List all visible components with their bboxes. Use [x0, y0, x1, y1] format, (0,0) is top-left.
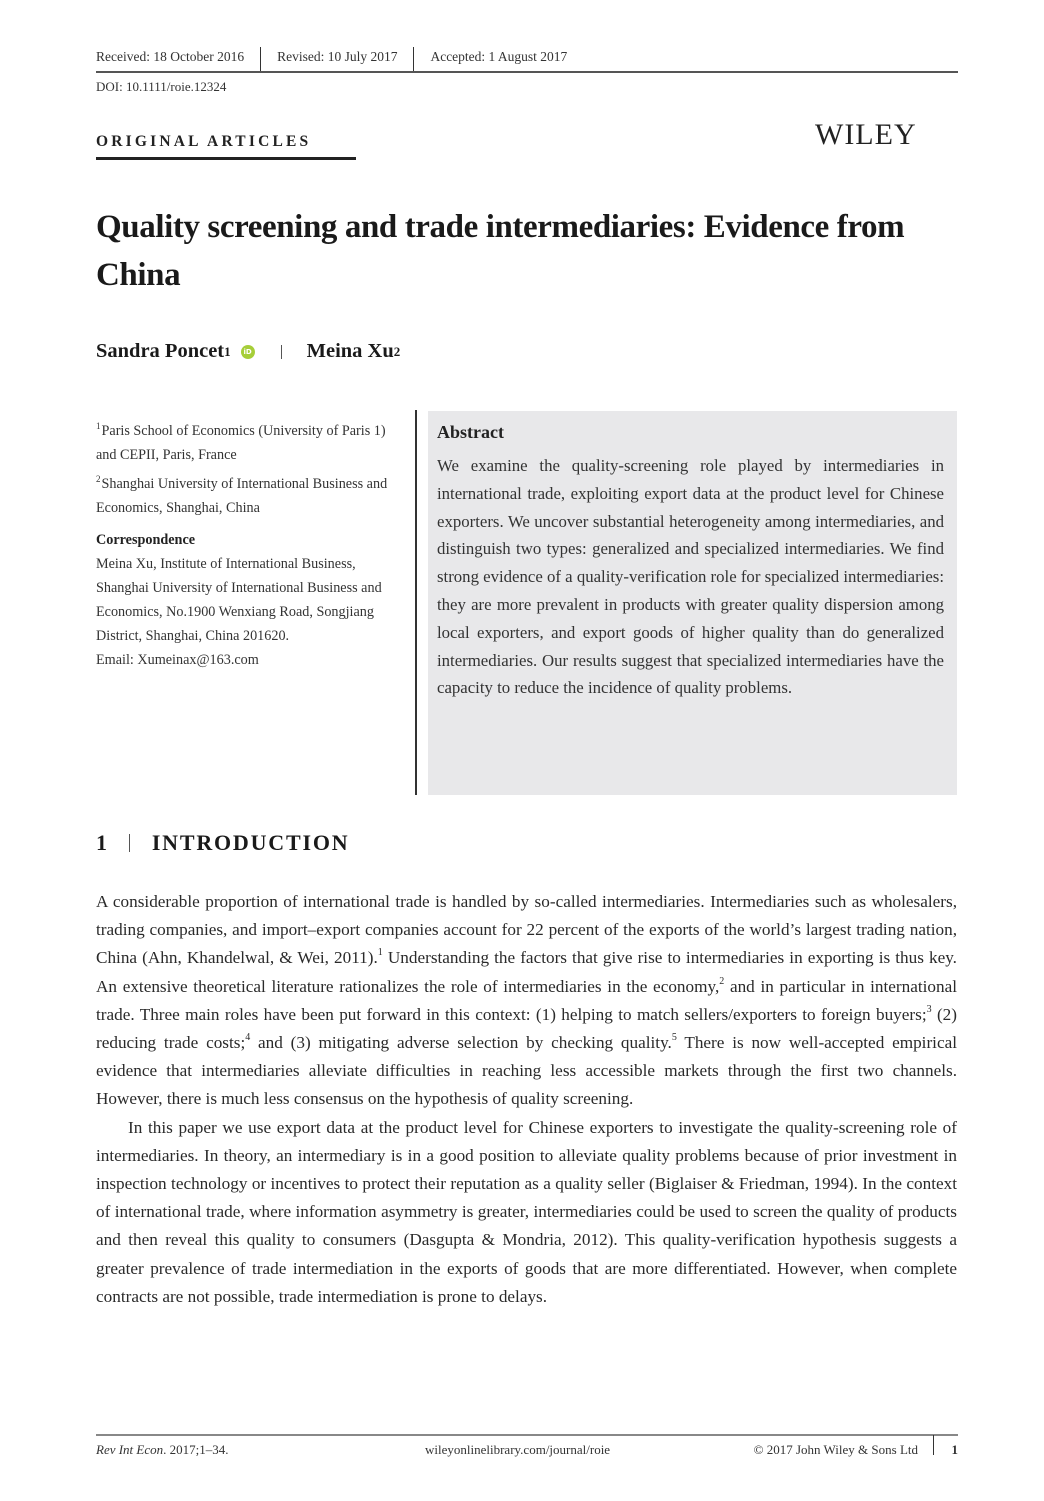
footnote-ref-2[interactable]: 2 [719, 975, 725, 987]
author-affiliation-mark-1: 1 [224, 343, 231, 359]
footnote-ref-1[interactable]: 1 [377, 947, 383, 959]
author-name-1[interactable]: Sandra Poncet [96, 340, 225, 362]
body-text [96, 888, 957, 1311]
author-affiliation-mark-2: 2 [393, 343, 401, 359]
affiliation-mark: 1 [96, 421, 101, 431]
column-divider [415, 410, 417, 795]
author-name-2[interactable]: Meina Xu [306, 340, 394, 362]
text-run: and (3) mitigating adverse selection by checking quality. [250, 1033, 672, 1053]
author-list [96, 340, 400, 363]
section-number: 1 [96, 830, 109, 855]
journal-name: Rev Int Econ [96, 1442, 164, 1457]
affiliation-text: Paris School of Economics (University of Paris 1) and CEPII, Paris, France [96, 423, 386, 463]
affiliation-2 [96, 467, 396, 520]
article-type-label: ORIGINAL ARTICLES [96, 133, 312, 150]
footer-copyright: © 2017 John Wiley & Sons Ltd [753, 1442, 918, 1457]
page-footer [96, 1439, 958, 1461]
footnote-ref-5[interactable]: 5 [671, 1032, 677, 1044]
revised-date: Revised: 10 July 2017 [261, 47, 414, 71]
article-type-underline [96, 157, 356, 160]
text-run: A considerable proportion of international trade is handled by so-called intermediaries. Intermediaries such as wholesalers, trading companies, and import–export companies account for 22 percent of the exports of the world’s largest trading nation, China (Ahn, Khandelwal, & Wei, 2011). [96, 892, 957, 968]
affiliation-mark: 2 [96, 474, 101, 484]
author-separator [281, 345, 282, 359]
footer-citation [96, 1442, 229, 1458]
affiliations-column [96, 414, 396, 672]
affiliation-text: Shanghai University of International Business and Economics, Shanghai, China [96, 476, 388, 516]
paragraph-1 [96, 888, 957, 1114]
doi-link[interactable]: DOI: 10.1111/roie.12324 [96, 79, 227, 94]
paragraph-2: In this paper we use export data at the product level for Chinese exporters to investigate the quality-screening role of intermediaries. In theory, an intermediary is in a good position to alleviate quality problems because of prior investment in inspection technology or incentives to protect their reputation as a quality seller (Biglaiser & Friedman, 1994). In the context of international trade, where information asymmetry is greater, intermediaries could be used to screen the quality of products and then reveal this quality to consumers (Dasgupta & Mondria, 2012). This quality-verification hypothesis suggests a greater prevalence of trade intermediation in the exports of goods that are more differentiated. However, when complete contracts are not possible, trade intermediation is prone to delays. [96, 1117, 957, 1306]
footer-divider [96, 1434, 958, 1436]
section-title: INTRODUCTION [151, 830, 350, 855]
footnote-ref-3[interactable]: 3 [926, 1003, 932, 1015]
abstract-heading: Abstract [437, 422, 504, 442]
page-number: 1 [951, 1442, 958, 1457]
section-heading [96, 830, 349, 856]
text-run: There is now well-accepted empirical evidence that intermediaries alleviate difficulties in reaching less accessible markets through the first two channels. However, there is much less consensus on the hypothesis of quality screening. [96, 1033, 957, 1109]
footer-separator [933, 1435, 934, 1455]
article-title: Quality screening and trade intermediaries: Evidence from China [96, 209, 905, 293]
publisher-logo: WILEY [815, 118, 917, 151]
text-run: (2) reducing trade costs; [96, 1004, 957, 1053]
footer-journal-url[interactable]: wileyonlinelibrary.com/journal/roie [425, 1442, 611, 1457]
received-date: Received: 18 October 2016 [96, 47, 261, 71]
footnote-ref-4[interactable]: 4 [245, 1032, 251, 1044]
abstract-text: We examine the quality-screening role played by intermediaries in international trade, exploiting export data at the product level for Chinese exporters. We uncover substantial heterogeneity among intermediaries, and distinguish two types: generalized and specialized intermediaries. We find strong evidence of a quality-verification role for specialized intermediaries: they are more prevalent in products with greater quality dispersion among local exporters, and export goods of higher quality than do generalized intermediaries. Our results suggest that specialized intermediaries have the capacity to reduce the incidence of quality problems. [437, 456, 944, 698]
text-run: and in particular in international trade. Three main roles have been put forward in this context: (1) helping to match sellers/exporters to foreign buyers; [96, 976, 957, 1024]
correspondence-email[interactable]: Email: Xumeinax@163.com [96, 652, 259, 668]
text-run: Understanding the factors that give rise to intermediaries in exporting is thus key. An extensive theoretical literature rationalizes the role of intermediaries in the economy, [96, 948, 957, 996]
correspondence-heading: Correspondence [96, 532, 196, 548]
section-separator [129, 834, 130, 852]
header-divider [96, 71, 958, 73]
citation-text: . 2017;1–34. [163, 1442, 229, 1457]
accepted-date: Accepted: 1 August 2017 [430, 49, 568, 64]
orcid-icon[interactable]: iD [241, 345, 255, 359]
correspondence-address: Meina Xu, Institute of International Business, Shanghai University of International Business and Economics, No.1900 Wenxiang Road, Songjiang District, Shanghai, China 201620. [96, 556, 382, 644]
affiliation-1 [96, 414, 396, 467]
article-history-dates [96, 47, 958, 71]
